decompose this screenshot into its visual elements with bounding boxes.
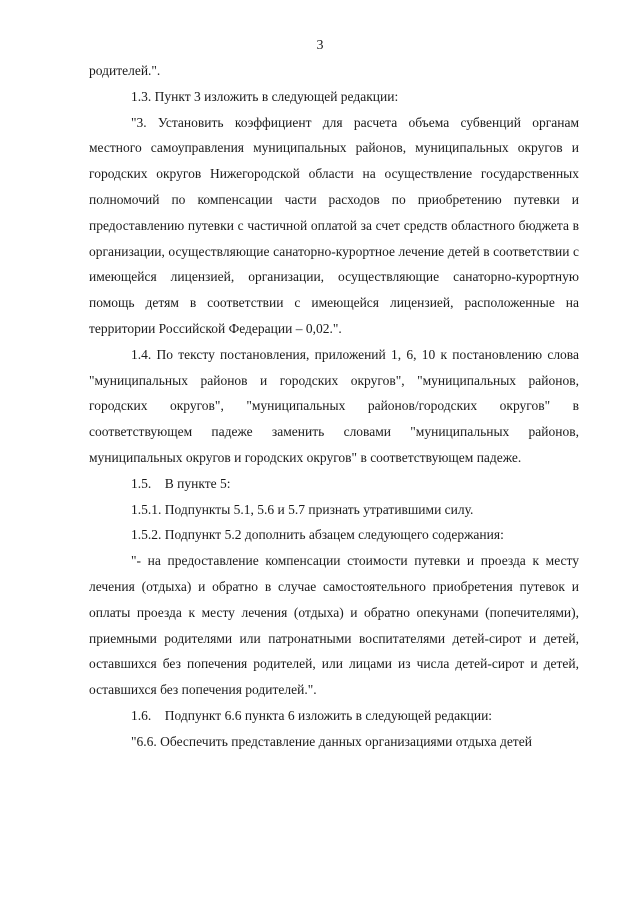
- paragraph-6-6-quote: "6.6. Обеспечить представление данных организациями отдыха детей: [131, 733, 532, 749]
- paragraph-3-quote: "3. Установить коэффициент для расчета объема субвенций органам местного самоуправления муниципальных районов, муниципальных округов и городских округов Нижегородской области на осуществление государственных полномочий по компенсации части расходов по приобретению путевки и предоставлению путевки с частичной оплатой за счет средств областного бюджета в организации, осуществляющие санаторно-курортное лечение детей в соответствии с имеющейся лицензией, организации, осуществляющие санаторно-курортную помощь детям в соответствии с имеющейся лицензией, расположенные на территории Российской Федерации – 0,02.".: [89, 114, 579, 336]
- paragraph-1-3: 1.3. Пункт 3 изложить в следующей редакции:: [131, 88, 399, 104]
- paragraph-1-6: 1.6. Подпункт 6.6 пункта 6 изложить в следующей редакции:: [131, 707, 493, 723]
- paragraph-continuation: родителей.".: [89, 63, 161, 78]
- paragraph-1-5-2: 1.5.2. Подпункт 5.2 дополнить абзацем следующего содержания:: [131, 527, 504, 543]
- page-number: 3: [316, 38, 324, 53]
- document-body: [89, 58, 579, 755]
- paragraph-5-2-addition: "- на предоставление компенсации стоимости путевки и проезда к месту лечения (отдыха) и обратно в случае самостоятельного приобретения путевок и оплаты проезда к месту лечения (отдыха) и обратно опекунами (попечителями), приемными родителями или патронатными воспитателями детей-сирот и детей, оставшихся без попечения родителей, или лицами из числа детей-сирот и детей, оставшихся без попечения родителей.".: [89, 553, 579, 698]
- paragraph-1-5-1: 1.5.1. Подпункты 5.1, 5.6 и 5.7 признать утратившими силу.: [131, 501, 474, 517]
- paragraph-1-5: 1.5. В пункте 5:: [131, 475, 231, 491]
- paragraph-1-4: 1.4. По тексту постановления, приложений 1, 6, 10 к постановлению слова "муниципальных районов и городских округов", "муниципальных районов, городских округов", "муниципальных районов/городских округов" в соответствующем падеже заменить словами "муниципальных районов, муниципальных округов и городских округов" в соответствующем падеже.: [89, 346, 579, 465]
